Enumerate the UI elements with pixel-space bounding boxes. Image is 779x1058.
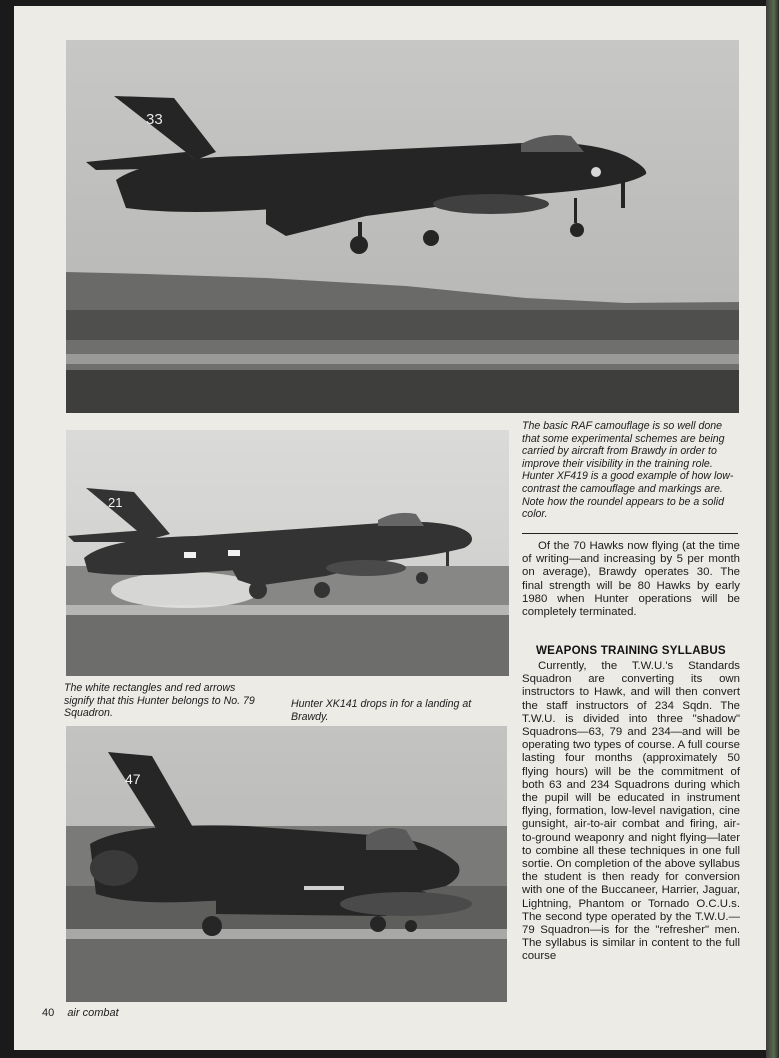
article-paragraph-2: Currently, the T.W.U.'s Standards Squadron are converting its own instructors to Hawk, and will then convert the staff instructors of 234 Sqdn. The T.W.U. is divided into three "shadow" Squadrons—63, 79 and 234—and will be operating two types of course. A full course lasting four months (approximately 50 flying hours) will be the commitment of both 63 and 234 Squadrons during which the pupil will be educated in instrument flying, formation, low-level navigation, cine gunsight, air-to-air combat and firing, air-to-ground weaponry and night flying—later to combine all these techniques in one full sortie. On completion of the above syllabus the student is then ready for conversion with one of the Buccaneer, Harrier, Jaguar, Lightning, Phantom or Tornado O.C.U.s. The second type operated by the T.W.U.—79 Squadron—is for the "refresher" men. The syllabus is similar in content to the full course	[522, 660, 740, 963]
aircraft-number-bottom: 47	[125, 771, 141, 787]
magazine-name: air combat	[67, 1007, 119, 1019]
page-number: 40	[42, 1007, 55, 1019]
page-footer	[42, 1007, 119, 1019]
section-heading-weapons-training: WEAPONS TRAINING SYLLABUS	[536, 644, 726, 657]
aircraft-number-top: 33	[146, 111, 163, 128]
photo-hunter-middle	[66, 430, 509, 676]
caption-rule	[522, 533, 738, 534]
article-paragraph-1: Of the 70 Hawks now flying (at the time of writing—and increasing by 5 per month on average), Brawdy operates 30. The final strength will be 80 Hawks by early 1980 when Hunter operations will be completely terminated.	[522, 540, 740, 619]
caption-camouflage: The basic RAF camouflage is so well done that some experimental schemes are being carried by aircraft from Brawdy in order to improve their visibility in the training role. Hunter XF419 is a good example of how low-contrast the camouflage and markings are. Note how the roundel appears to be a solid color.	[522, 420, 734, 521]
caption-squadron-markings: The white rectangles and red arrows signify that this Hunter belongs to No. 79 Squadron.	[64, 682, 255, 720]
aircraft-number-middle: 21	[108, 495, 123, 510]
photo-hunter-top	[66, 40, 739, 413]
caption-landing: Hunter XK141 drops in for a landing at Brawdy.	[291, 698, 472, 723]
adjacent-page-edge	[766, 0, 779, 1058]
photo-hunter-bottom	[66, 726, 507, 1002]
